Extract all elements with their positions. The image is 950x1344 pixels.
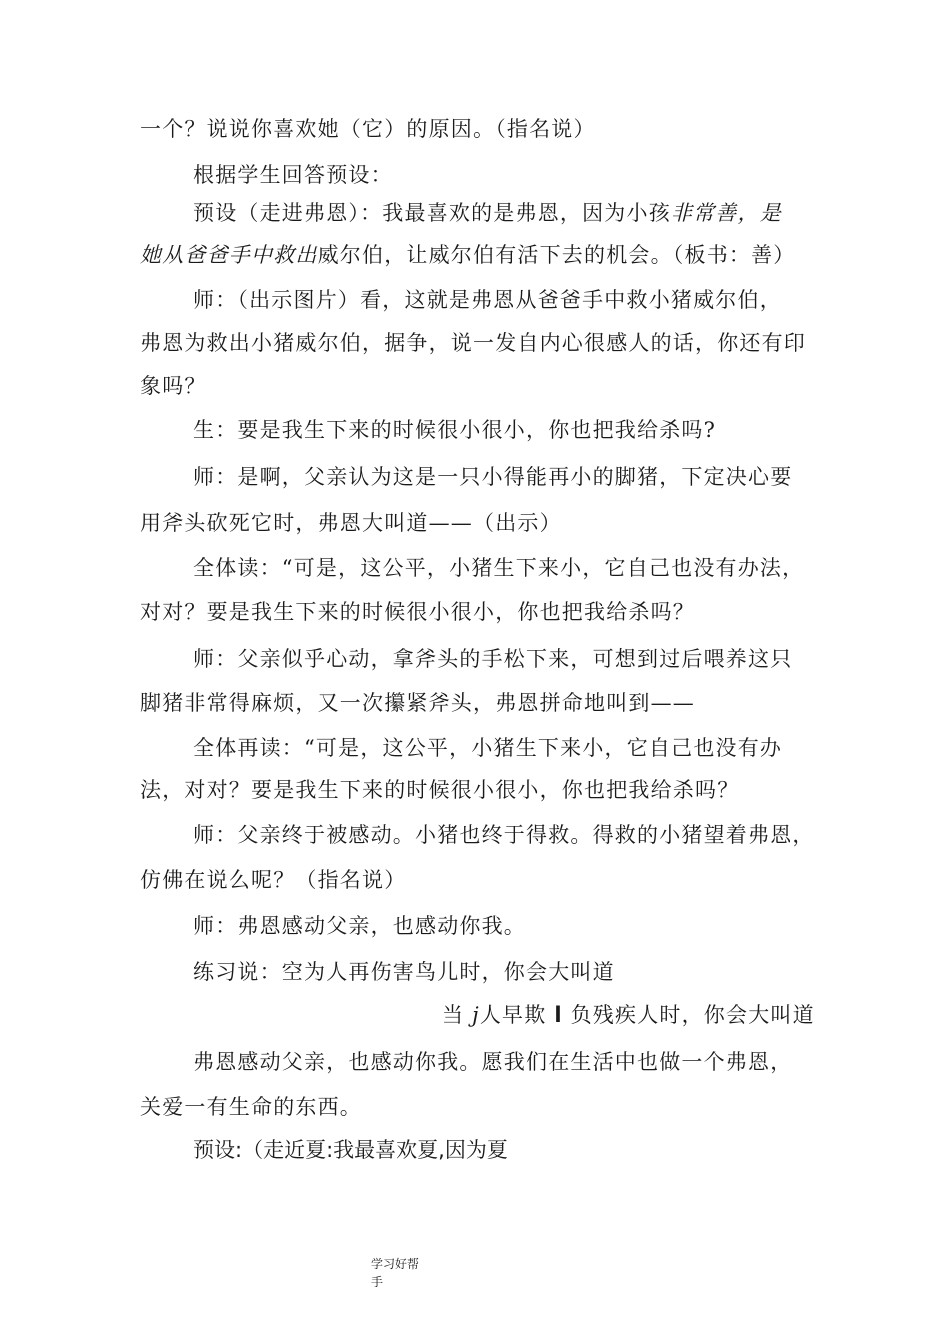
italic-span: j	[472, 1003, 480, 1027]
text-span: 威尔伯，让威尔伯有活下去的机会。（板书：善）	[317, 243, 796, 267]
text-line-9: 师：是啊，父亲认为这是一只小得能再小的脚猪，下定决心要	[193, 465, 793, 489]
text-line-16: 法，对对？要是我生下来的时候很小很小，你也把我给杀吗？	[140, 778, 740, 802]
text-line-21	[442, 1000, 815, 1030]
text-line-7: 象吗？	[140, 374, 207, 398]
text-line-2: 根据学生回答预设：	[193, 163, 393, 187]
text-span: 当	[442, 1003, 465, 1027]
text-line-13: 师：父亲似乎心动，拿斧头的手松下来，可想到过后喂养这只	[193, 647, 793, 671]
text-line-10: 用斧头砍死它时，弗恩大叫道——（出示）	[140, 511, 562, 535]
text-span: 预设（走进弗恩）：我最喜欢的是弗恩，因为小孩	[193, 201, 671, 225]
text-line-19: 师：弗恩感动父亲，也感动你我。	[193, 914, 526, 938]
italic-span: 非常善，是	[670, 201, 782, 225]
text-line-20: 练习说：空为人再伤害鸟儿时，你会大叫道	[193, 960, 615, 984]
text-line-14: 脚猪非常得麻烦，又一次攥紧斧头，弗恩拼命地叫到——	[140, 691, 695, 715]
text-span: l	[554, 1003, 563, 1027]
text-span: 人早欺	[479, 1003, 547, 1027]
footer-line-1: 学习好帮	[371, 1257, 420, 1271]
text-line-4	[140, 240, 796, 270]
text-line-18: 仿佛在说么呢？（指名说）	[140, 868, 407, 892]
text-line-8: 生：要是我生下来的时候很小很小，你也把我给杀吗?	[193, 418, 717, 442]
text-line-6: 弗恩为救出小猪威尔伯，据争，说一发自内心很感人的话，你还有印	[140, 331, 806, 355]
text-line-5: 师：（出示图片）看，这就是弗恩从爸爸手中救小猪威尔伯，	[193, 288, 782, 312]
footer-line-2: 手	[371, 1275, 384, 1289]
text-line-23: 关爱一有生命的东西。	[140, 1095, 362, 1119]
text-line-12: 对对？要是我生下来的时候很小很小，你也把我给杀吗？	[140, 600, 695, 624]
page-footer	[371, 1255, 461, 1291]
italic-span: 她从爸爸手中救出	[140, 243, 318, 267]
text-line-1: 一个？说说你喜欢她（它）的原因。（指名说）	[140, 117, 596, 141]
text-line-24: 预设:（走近夏:我最喜欢夏,因为夏	[193, 1138, 508, 1162]
text-line-11: 全体读：“可是，这公平，小猪生下来小，它自己也没有办法，	[193, 556, 805, 580]
text-line-22: 弗恩感动父亲，也感动你我。愿我们在生活中也做一个弗恩，	[193, 1050, 793, 1074]
text-span: 负残疾人时，你会大叫道	[570, 1003, 815, 1027]
text-line-17: 师：父亲终于被感动。小猪也终于得救。得救的小猪望着弗恩，	[193, 823, 815, 847]
text-line-15: 全体再读：“可是，这公平，小猪生下来小，它自己也没有办	[193, 736, 783, 760]
text-line-3	[193, 198, 782, 228]
